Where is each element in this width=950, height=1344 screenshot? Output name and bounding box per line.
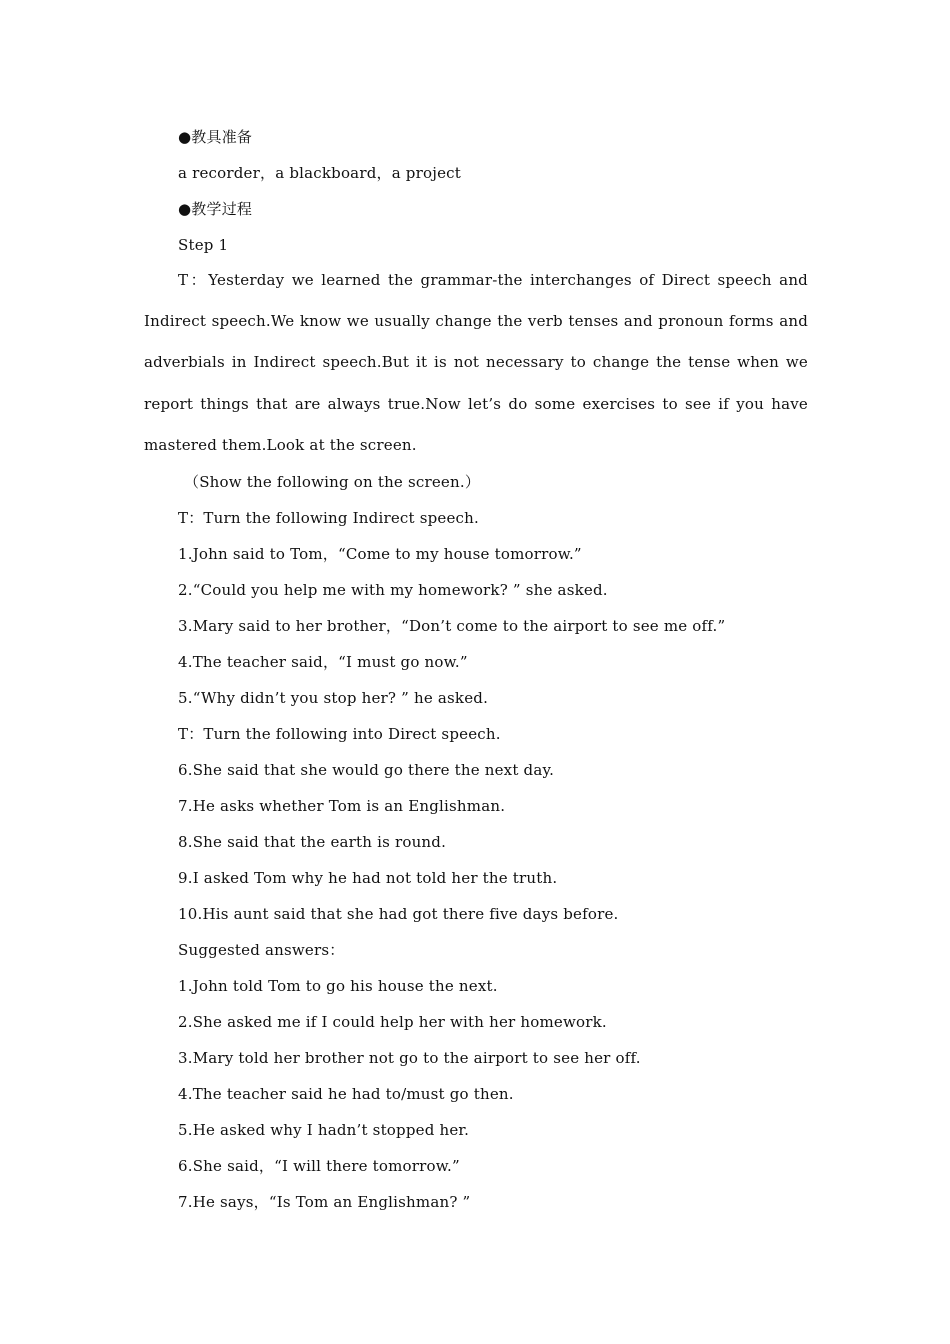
process-heading: ●教学过程 bbox=[178, 200, 253, 218]
show-note: （Show the following on the screen.） bbox=[184, 473, 481, 491]
exercise-2: 2.“Could you help me with my homework? ” she asked. bbox=[178, 581, 608, 599]
prep-heading: ●教具准备 bbox=[178, 128, 253, 146]
exercise-4: 4.The teacher said，“I must go now.” bbox=[178, 653, 468, 671]
task-indirect: T：Turn the following Indirect speech. bbox=[178, 509, 479, 527]
answer-3: 3.Mary told her brother not go to the airport to see her off. bbox=[178, 1049, 641, 1067]
answers-heading: Suggested answers： bbox=[178, 941, 345, 959]
exercise-3: 3.Mary said to her brother，“Don’t come to the airport to see me off.” bbox=[178, 617, 726, 635]
answer-6: 6.She said，“I will there tomorrow.” bbox=[178, 1157, 460, 1175]
answer-1: 1.John told Tom to go his house the next. bbox=[178, 977, 498, 995]
exercise-1: 1.John said to Tom，“Come to my house tomorrow.” bbox=[178, 545, 582, 563]
exercise-6: 6.She said that she would go there the next day. bbox=[178, 761, 555, 779]
prep-items: a recorder，a blackboard，a project bbox=[178, 164, 461, 182]
answer-5: 5.He asked why I hadn’t stopped her. bbox=[178, 1121, 470, 1139]
exercise-5: 5.“Why didn’t you stop her? ” he asked. bbox=[178, 689, 489, 707]
exercise-7: 7.He asks whether Tom is an Englishman. bbox=[178, 797, 506, 815]
task-direct: T：Turn the following into Direct speech. bbox=[178, 725, 501, 743]
exercise-8: 8.She said that the earth is round. bbox=[178, 833, 447, 851]
answer-7: 7.He says，“Is Tom an Englishman? ” bbox=[178, 1193, 471, 1211]
exercise-10: 10.His aunt said that she had got there five days before. bbox=[178, 905, 619, 923]
step-label: Step 1 bbox=[178, 236, 229, 254]
intro-paragraph: T：Yesterday we learned the grammar-the interchanges of Direct speech and Indirect speech.We know we usually change the verb tenses and pronoun forms and adverbials in Indirect speech.But it is not necessary to change the tense when we report things that are always true.Now let’s do some exercises to see if you have mastered them.Look at the screen. bbox=[144, 271, 808, 454]
exercise-9: 9.I asked Tom why he had not told her the truth. bbox=[178, 869, 558, 887]
answer-4: 4.The teacher said he had to/must go then. bbox=[178, 1085, 514, 1103]
answer-2: 2.She asked me if I could help her with her homework. bbox=[178, 1013, 607, 1031]
